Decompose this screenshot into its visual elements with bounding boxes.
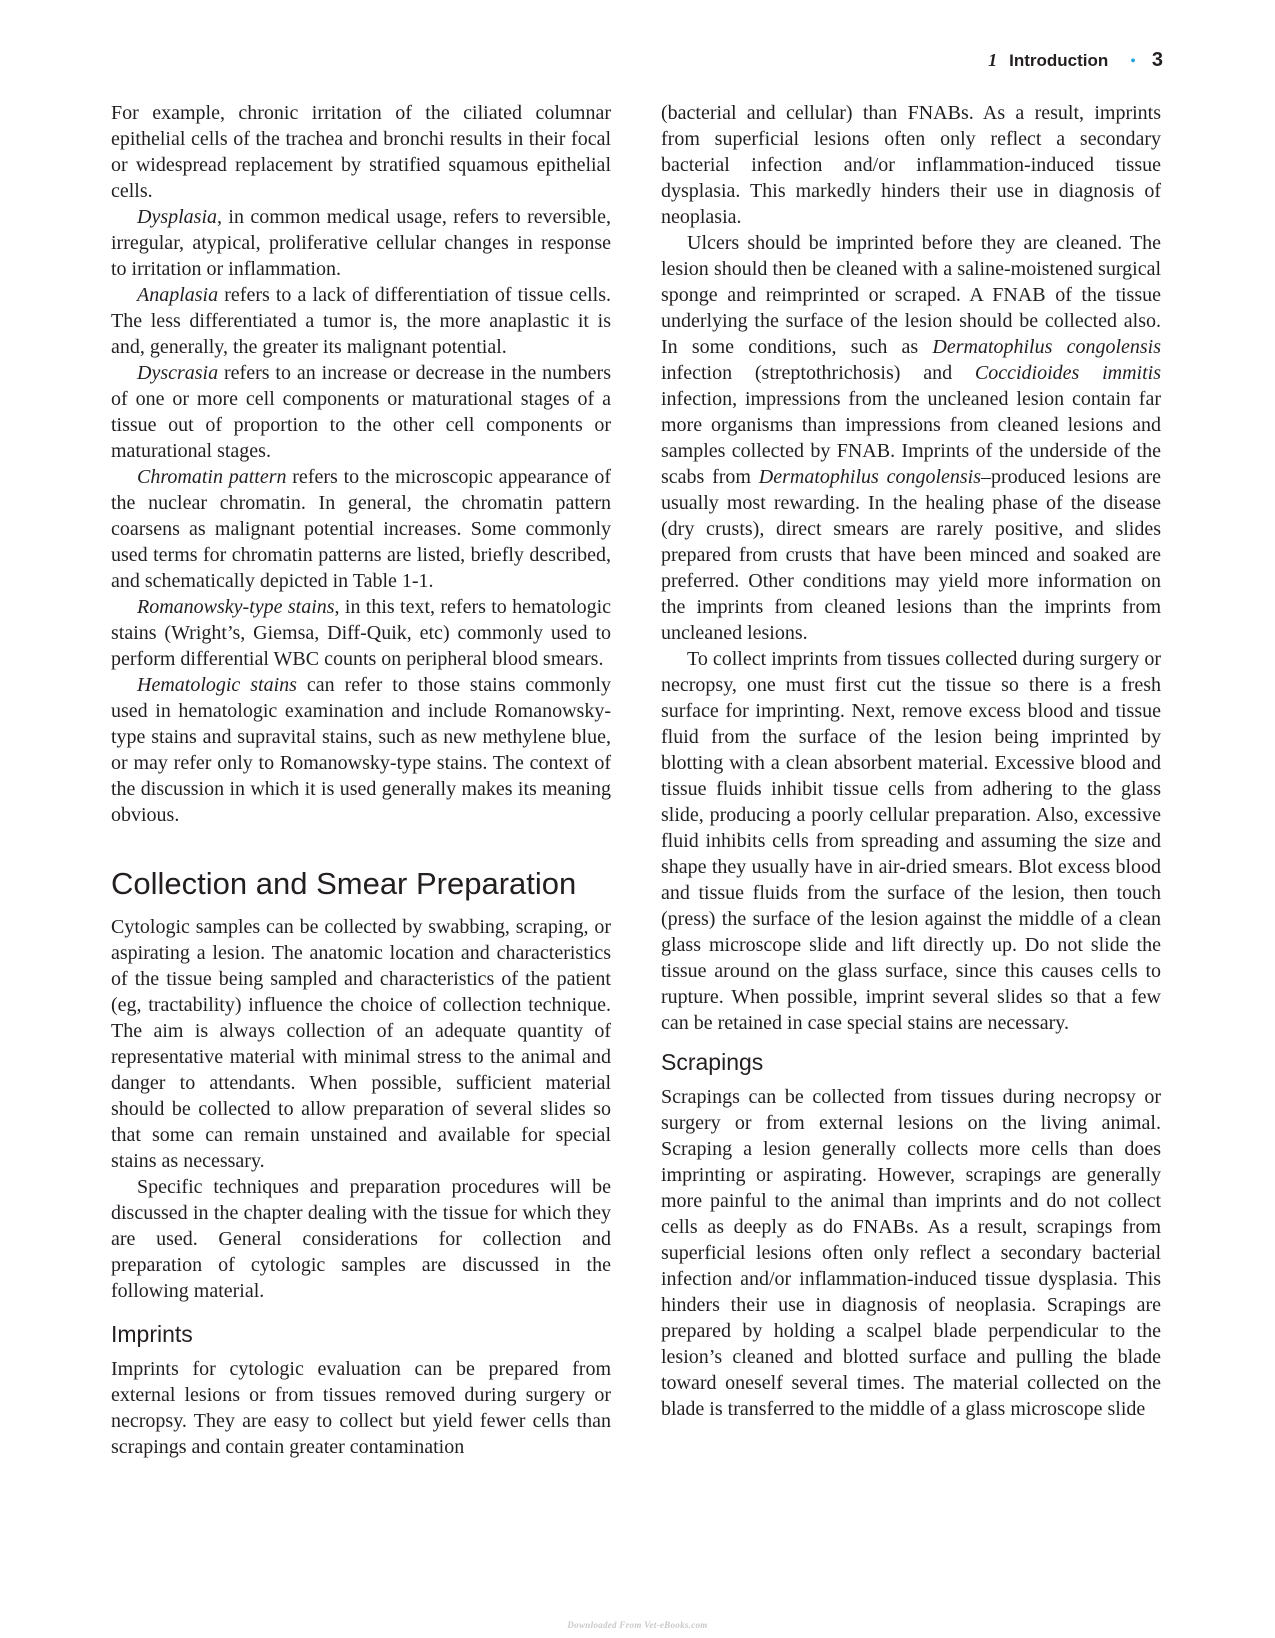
definition-anaplasia: [111, 282, 611, 360]
watermark: Downloaded From Vet-eBooks.com: [567, 1620, 708, 1630]
paragraph: [661, 230, 1161, 646]
definition-hematologic-stains: [111, 672, 611, 828]
paragraph: Scrapings can be collected from tissues during necropsy or surgery or from external lesions on the living animal. Scraping a lesion generally collects more cells than does imprinting or aspirating. However, scrapings are generally more painful to the animal than imprints and do not collect cells as deeply as do FNABs. As a result, scrapings from superficial lesions often only reflect a secondary bacterial infection and/or inflammation-induced tissue dysplasia. This hinders their use in diagnosis of neoplasia. Scrapings are prepared by holding a scalpel blade perpendicular to the lesion’s cleaned and blotted surface and pulling the blade toward oneself several times. The material collected on the blade is transferred to the middle of a glass microscope slide: [661, 1086, 1161, 1420]
definition-dyscrasia: [111, 360, 611, 464]
organism-name: Dermatophilus congolensis: [758, 466, 982, 488]
definition-text: refers to an increase or decrease in the numbers of one or more cell components or maturational stages of a tissue out of proportion to the other cell components or maturational stages.: [111, 362, 611, 462]
text-run: Ulcers should be imprinted before they are cleaned. The lesion should then be cleaned with a saline-moistened surgical sponge and reimprinted or scraped. A FNAB of the tissue underlying the surface of the lesion should be collected also. In some conditions, such as: [661, 232, 1161, 358]
paragraph: (bacterial and cellular) than FNABs. As a result, imprints from superficial lesions often only reflect a secondary bacterial infection and/or inflammation-induced tissue dysplasia. This markedly hinders their use in diagnosis of neoplasia.: [661, 102, 1161, 228]
right-column: [661, 100, 1161, 1422]
paragraph: For example, chronic irritation of the ciliated columnar epithelial cells of the trachea and bronchi results in their focal or widespread replacement by stratified squamous epithelial cells.: [111, 102, 611, 202]
organism-name: Coccidioides immitis: [974, 362, 1161, 384]
running-header: [988, 48, 1163, 74]
definition-dysplasia: [111, 204, 611, 282]
term: Anaplasia: [137, 284, 219, 306]
definition-text: can refer to those stains commonly used in hematologic examination and include Romanowsky-type stains and supravital stains, such as new methylene blue, or may refer only to Romanowsky-type stains. The context of the discussion in which it is used generally makes its meaning obvious.: [111, 674, 611, 826]
definition-text: , in common medical usage, refers to reversible, irregular, atypical, proliferative cellular changes in response to irritation or inflammation.: [111, 206, 611, 280]
paragraph: Specific techniques and preparation procedures will be discussed in the chapter dealing with the tissue for which they are used. General considerations for collection and preparation of cytologic samples are discussed in the following material.: [111, 1176, 611, 1302]
term: Hematologic stains: [137, 674, 297, 696]
text-run: infection, impressions from the uncleaned lesion contain far more organisms than impressions from cleaned lesions and samples collected by FNAB. Imprints of the underside of the scabs from: [661, 388, 1161, 488]
organism-name: Dermatophilus congolensis: [932, 336, 1161, 358]
chapter-title: Introduction: [1009, 51, 1109, 70]
paragraph: Cytologic samples can be collected by swabbing, scraping, or aspirating a lesion. The anatomic location and characteristics of the tissue being sampled and characteristics of the patient (eg, tractability) influence the choice of collection technique. The aim is always collection of an adequate quantity of representative material with minimal stress to the animal and danger to attendants. When possible, sufficient material should be collected to allow preparation of several slides so that some can remain unstained and available for special stains as necessary.: [111, 916, 611, 1172]
definition-text: , in this text, refers to hematologic stains (Wright’s, Giemsa, Diff-Quik, etc) commonly used to perform differential WBC counts on peripheral blood smears.: [111, 596, 612, 670]
left-column: [111, 100, 611, 1460]
bullet-separator: •: [1130, 53, 1136, 70]
definition-chromatin-pattern: [111, 464, 611, 594]
subsection-heading-scrapings: Scrapings: [661, 1049, 764, 1075]
page-number: 3: [1151, 49, 1163, 71]
section-heading: Collection and Smear Preparation: [111, 866, 577, 901]
term: Romanowsky-type stains: [137, 596, 335, 618]
term: Dysplasia: [137, 206, 217, 228]
term: Chromatin pattern: [137, 466, 287, 488]
paragraph: To collect imprints from tissues collected during surgery or necropsy, one must first cut the tissue so there is a fresh surface for imprinting. Next, remove excess blood and tissue fluid from the surface of the lesion being imprinted by blotting with a clean absorbent material. Excessive blood and tissue fluids inhibit tissue cells from adhering to the glass slide, producing a poorly cellular preparation. Also, excessive fluid inhibits cells from spreading and assuming the size and shape they usually have in air-dried smears. Blot excess blood and tissue fluids from the surface of the lesion, then touch (press) the surface of the lesion against the middle of a clean glass microscope slide and lift directly up. Do not slide the tissue around on the glass surface, since this causes cells to rupture. When possible, imprint several slides so that a few can be retained in case special stains are necessary.: [661, 648, 1161, 1034]
text-run: –produced lesions are usually most rewarding. In the healing phase of the disease (dry crusts), direct smears are rarely positive, and slides prepared from crusts that have been minced and soaked are preferred. Other conditions may yield more information on the imprints from cleaned lesions than the imprints from uncleaned lesions.: [661, 466, 1162, 644]
text-run: infection (streptothrichosis) and: [661, 362, 975, 384]
definition-text: refers to a lack of differentiation of tissue cells. The less differentiated a tumor is, the more anaplastic it is and, generally, the greater its malignant potential.: [111, 284, 611, 358]
chapter-number: 1: [988, 50, 998, 70]
paragraph: Imprints for cytologic evaluation can be prepared from external lesions or from tissues removed during surgery or necropsy. They are easy to collect but yield fewer cells than scrapings and contain greater contamination: [111, 1358, 611, 1458]
definition-text: refers to the microscopic appearance of the nuclear chromatin. In general, the chromatin pattern coarsens as malignant potential increases. Some commonly used terms for chromatin patterns are listed, briefly described, and schematically depicted in Table 1-1.: [111, 466, 611, 592]
subsection-heading-imprints: Imprints: [111, 1321, 193, 1347]
definition-romanowsky: [111, 594, 611, 672]
term: Dyscrasia: [137, 362, 219, 384]
